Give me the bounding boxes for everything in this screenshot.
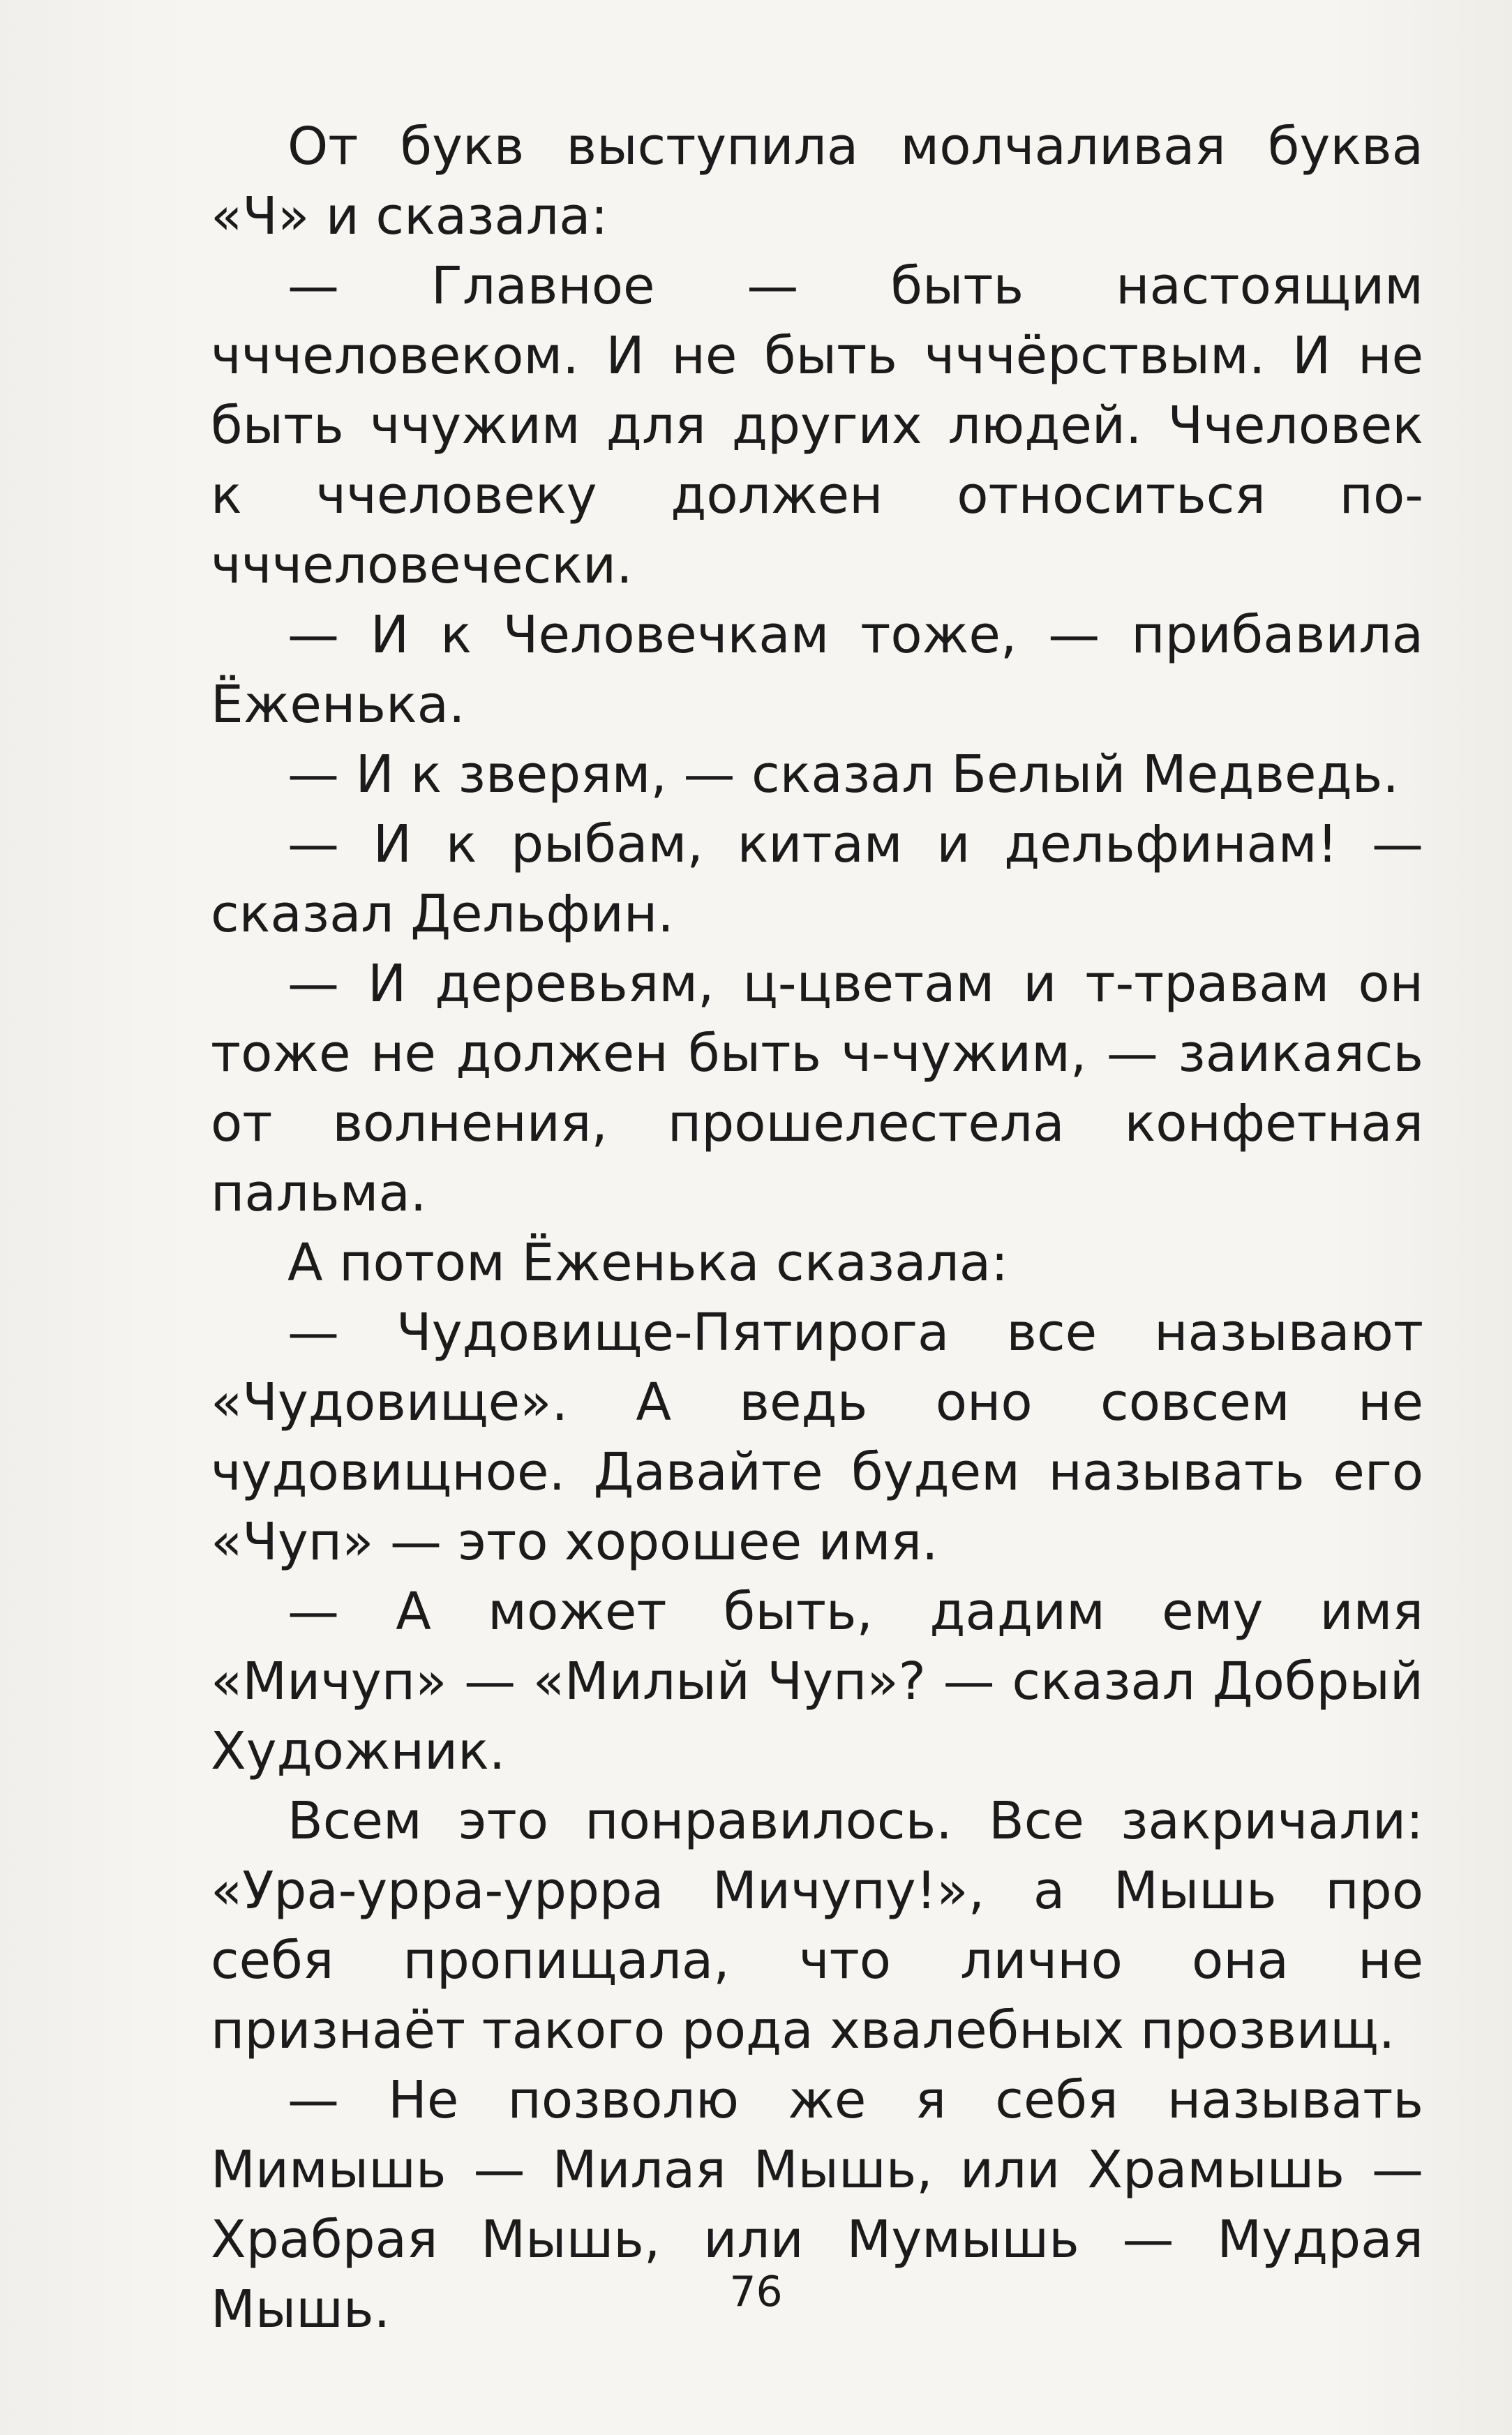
page-text bbox=[211, 112, 1423, 2344]
paragraph-3: — И к Человечкам тоже, — прибавила Ёженька. bbox=[211, 605, 1423, 735]
paragraph-6: — И деревьям, ц-цветам и т-травам он тоже не должен быть ч-чужим, — заикаясь от волнения, прошелестела конфетная пальма. bbox=[211, 954, 1423, 1223]
paragraph-11: — Не позволю же я себя называть Мимышь — Милая Мышь, или Храмышь — Храбрая Мышь, или Мумышь — Мудрая Мышь. bbox=[211, 2070, 1423, 2339]
paragraph-4: — И к зверям, — сказал Белый Медведь. bbox=[287, 744, 1399, 804]
paragraph-2: — Главное — быть настоящим чччеловеком. И не быть чччёрствым. И не быть ччужим для других людей. Ччеловек к ччеловеку должен относиться по-чччеловечески. bbox=[211, 256, 1423, 595]
paragraph-9: — А может быть, дадим ему имя «Мичуп» — «Милый Чуп»? — сказал Добрый Художник. bbox=[211, 1582, 1423, 1781]
page-number: 76 bbox=[729, 2268, 783, 2316]
paragraph-5: — И к рыбам, китам и дельфинам! — сказал Дельфин. bbox=[211, 814, 1423, 944]
paragraph-1: От букв выступила молчаливая буква «Ч» и сказала: bbox=[211, 117, 1423, 246]
paragraph-8: — Чудовище-Пятирога все называют «Чудовище». А ведь оно совсем не чудовищное. Давайте будем называть его «Чуп» — это хорошее имя. bbox=[211, 1303, 1423, 1572]
paragraph-10: Всем это понравилось. Все закричали: «Ура-урра-уррра Мичупу!», а Мышь про себя пропищала, что лично она не признаёт такого рода хвалебных прозвищ. bbox=[211, 1791, 1423, 2060]
paragraph-7: А потом Ёженька сказала: bbox=[287, 1233, 1009, 1293]
